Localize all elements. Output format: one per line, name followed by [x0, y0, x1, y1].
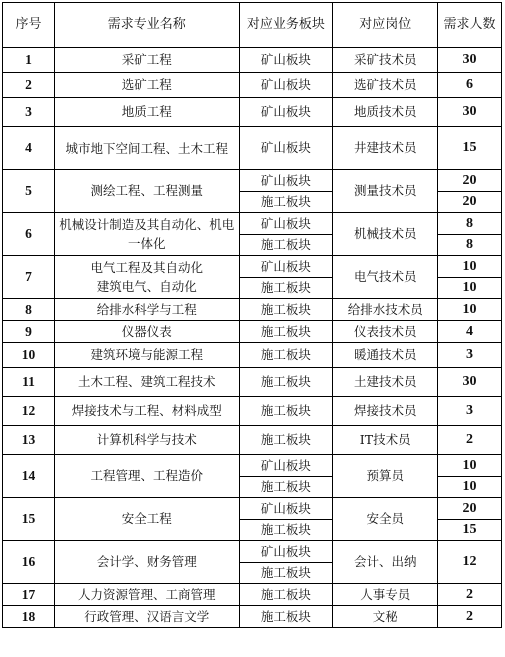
row-sector: 矿山板块	[239, 498, 333, 520]
row-sector: 施工板块	[239, 563, 333, 584]
row-post: 地质技术员	[333, 98, 438, 127]
row-sector: 施工板块	[239, 368, 333, 397]
row-count: 12	[438, 541, 502, 584]
row-seq: 18	[3, 606, 55, 628]
row-sector: 施工板块	[239, 299, 333, 321]
row-sector: 矿山板块	[239, 48, 333, 73]
row-count: 30	[438, 368, 502, 397]
row-major: 给排水科学与工程	[54, 299, 239, 321]
row-count: 3	[438, 343, 502, 368]
row-post: 会计、出纳	[333, 541, 438, 584]
row-seq: 1	[3, 48, 55, 73]
row-seq: 4	[3, 127, 55, 170]
row-count: 2	[438, 606, 502, 628]
row-count: 10	[438, 455, 502, 477]
row-post: IT技术员	[333, 426, 438, 455]
row-sector: 施工板块	[239, 426, 333, 455]
row-sector: 矿山板块	[239, 98, 333, 127]
row-seq: 5	[3, 170, 55, 213]
row-sector: 矿山板块	[239, 256, 333, 278]
table-row	[3, 299, 502, 321]
row-seq: 13	[3, 426, 55, 455]
row-post: 文秘	[333, 606, 438, 628]
row-count: 4	[438, 321, 502, 343]
row-major: 城市地下空间工程、土木工程	[54, 127, 239, 170]
row-seq: 11	[3, 368, 55, 397]
row-major: 人力资源管理、工商管理	[54, 584, 239, 606]
row-count: 8	[438, 235, 502, 256]
table-row	[3, 455, 502, 477]
row-post: 采矿技术员	[333, 48, 438, 73]
row-count: 30	[438, 98, 502, 127]
row-count: 10	[438, 256, 502, 278]
row-sector: 施工板块	[239, 321, 333, 343]
row-post: 安全员	[333, 498, 438, 541]
row-count: 10	[438, 477, 502, 498]
row-sector: 施工板块	[239, 343, 333, 368]
table-row	[3, 397, 502, 426]
row-major: 焊接技术与工程、材料成型	[54, 397, 239, 426]
header-count: 需求人数	[438, 3, 502, 48]
row-seq: 15	[3, 498, 55, 541]
row-post: 电气技术员	[333, 256, 438, 299]
row-post: 仪表技术员	[333, 321, 438, 343]
row-major: 采矿工程	[54, 48, 239, 73]
table-row	[3, 127, 502, 170]
row-seq: 2	[3, 73, 55, 98]
header-seq: 序号	[3, 3, 55, 48]
row-seq: 6	[3, 213, 55, 256]
row-seq: 12	[3, 397, 55, 426]
table-row	[3, 426, 502, 455]
table-row	[3, 48, 502, 73]
table-row	[3, 256, 502, 278]
row-seq: 7	[3, 256, 55, 299]
table-row	[3, 541, 502, 563]
row-major: 机械设计制造及其自动化、机电一体化	[54, 213, 239, 256]
row-count: 15	[438, 127, 502, 170]
table-row	[3, 584, 502, 606]
row-post: 焊接技术员	[333, 397, 438, 426]
row-seq: 3	[3, 98, 55, 127]
row-major: 仪器仪表	[54, 321, 239, 343]
row-sector: 施工板块	[239, 397, 333, 426]
table-row	[3, 213, 502, 235]
row-sector: 矿山板块	[239, 213, 333, 235]
row-post: 机械技术员	[333, 213, 438, 256]
row-sector: 施工板块	[239, 235, 333, 256]
row-seq: 10	[3, 343, 55, 368]
row-post: 暖通技术员	[333, 343, 438, 368]
row-major: 计算机科学与技术	[54, 426, 239, 455]
row-seq: 17	[3, 584, 55, 606]
table-row	[3, 343, 502, 368]
recruitment-table	[2, 2, 502, 628]
table-row	[3, 606, 502, 628]
row-post: 预算员	[333, 455, 438, 498]
row-seq: 16	[3, 541, 55, 584]
row-major: 电气工程及其自动化 建筑电气、自动化	[54, 256, 239, 299]
row-sector: 矿山板块	[239, 127, 333, 170]
table-row	[3, 321, 502, 343]
row-count: 2	[438, 584, 502, 606]
row-major: 测绘工程、工程测量	[54, 170, 239, 213]
row-count: 8	[438, 213, 502, 235]
row-post: 测量技术员	[333, 170, 438, 213]
row-seq: 14	[3, 455, 55, 498]
row-major: 安全工程	[54, 498, 239, 541]
row-sector: 矿山板块	[239, 541, 333, 563]
row-count: 15	[438, 520, 502, 541]
row-major: 工程管理、工程造价	[54, 455, 239, 498]
row-post: 土建技术员	[333, 368, 438, 397]
header-major: 需求专业名称	[54, 3, 239, 48]
row-seq: 9	[3, 321, 55, 343]
row-sector: 施工板块	[239, 584, 333, 606]
row-count: 2	[438, 426, 502, 455]
row-major: 行政管理、汉语言文学	[54, 606, 239, 628]
row-count: 10	[438, 299, 502, 321]
row-sector: 矿山板块	[239, 170, 333, 192]
row-count: 10	[438, 278, 502, 299]
row-post: 井建技术员	[333, 127, 438, 170]
table-row	[3, 498, 502, 520]
row-sector: 施工板块	[239, 192, 333, 213]
row-sector: 施工板块	[239, 520, 333, 541]
row-count: 6	[438, 73, 502, 98]
row-sector: 矿山板块	[239, 73, 333, 98]
row-major: 土木工程、建筑工程技术	[54, 368, 239, 397]
table-row	[3, 73, 502, 98]
row-count: 20	[438, 192, 502, 213]
row-count: 20	[438, 498, 502, 520]
row-sector: 施工板块	[239, 278, 333, 299]
row-count: 30	[438, 48, 502, 73]
row-major: 会计学、财务管理	[54, 541, 239, 584]
row-post: 选矿技术员	[333, 73, 438, 98]
table-row	[3, 98, 502, 127]
row-sector: 施工板块	[239, 477, 333, 498]
row-seq: 8	[3, 299, 55, 321]
row-post: 人事专员	[333, 584, 438, 606]
row-count: 20	[438, 170, 502, 192]
table-row	[3, 368, 502, 397]
row-count: 3	[438, 397, 502, 426]
header-sector: 对应业务板块	[239, 3, 333, 48]
header-row	[3, 3, 502, 48]
header-post: 对应岗位	[333, 3, 438, 48]
table-row	[3, 170, 502, 192]
row-sector: 矿山板块	[239, 455, 333, 477]
row-sector: 施工板块	[239, 606, 333, 628]
row-major: 建筑环境与能源工程	[54, 343, 239, 368]
row-major: 地质工程	[54, 98, 239, 127]
row-post: 给排水技术员	[333, 299, 438, 321]
row-major: 选矿工程	[54, 73, 239, 98]
